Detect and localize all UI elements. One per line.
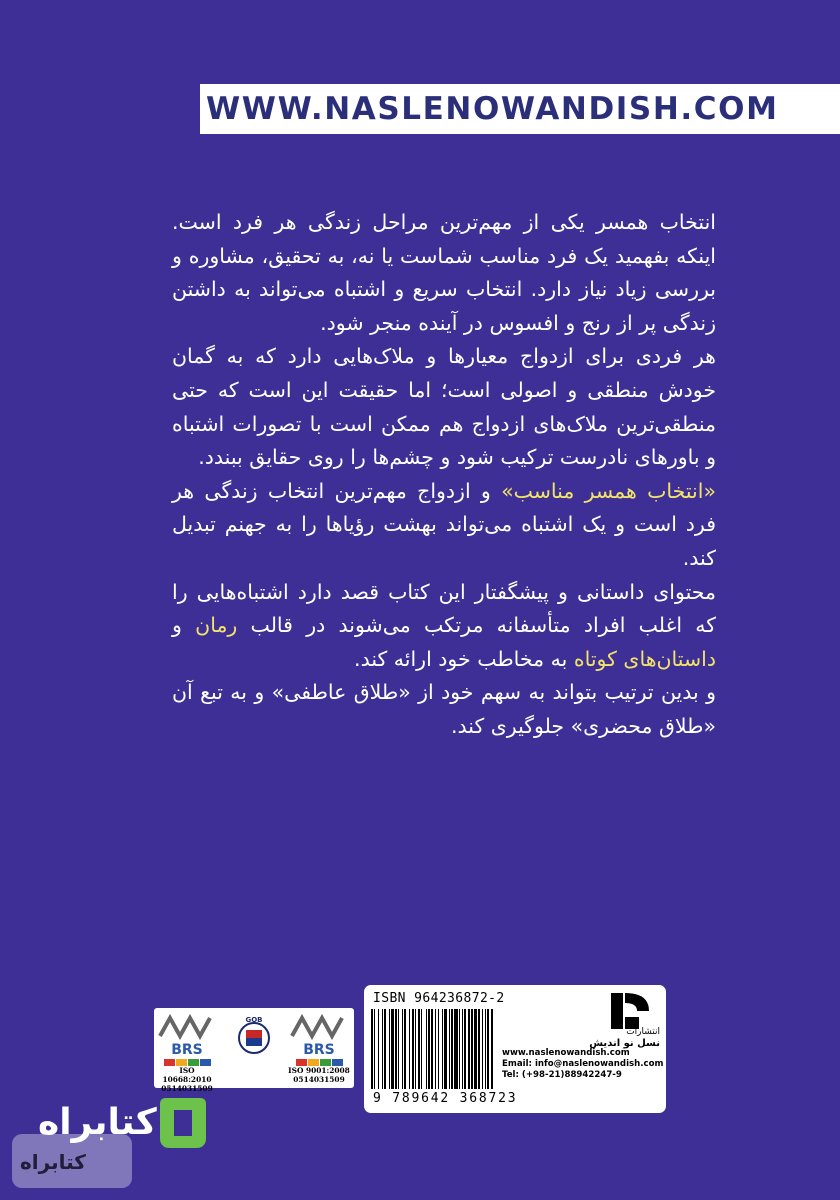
certification-panel (154, 1008, 354, 1093)
iso-right-text (287, 1066, 351, 1084)
isbn-text: ISBN 964236872-2 (373, 991, 505, 1006)
iso-right-number: 0514031509 (293, 1075, 345, 1084)
highlight-novel: رمان (195, 613, 238, 638)
barcode-number: 9 789642 368723 (373, 1091, 518, 1106)
blurb-paragraph-2: هر فردی برای ازدواج معیارها و ملاک‌هایی دارد که به گمان خودش منطقی و اصولی است؛ اما حقیقت این است که حتی منطقی‌ترین ملاک‌های ازدواج هم ممکن است با تصورات اشتباه و باورهای نادرست ترکیب شود و چشم‌ها را روی حقایق ببندد. (172, 344, 716, 470)
publisher-contacts (502, 1048, 662, 1081)
blurb-paragraph-1: انتخاب همسر یکی از مهم‌ترین مراحل زندگی هر فرد است. اینکه بفهمید یک فرد مناسب شماست یا نه، به تحقیق، مشاوره و بررسی زیاد نیاز دارد. انتخاب سریع و اشتباه می‌تواند به داشتن زندگی پر از رنج و افسوس در آینده منجر شود. (172, 210, 716, 335)
gob-seal-icon (234, 1014, 274, 1058)
publisher-label-word: انتشارات (626, 1027, 660, 1037)
barcode-bar (493, 1009, 496, 1089)
blurb-paragraph-3 (172, 475, 716, 576)
blurb-paragraph-3-rest: و ازدواج مهم‌ترین انتخاب زندگی هر فرد است و یک اشتباه می‌تواند بهشت رؤیاها را به جهنم تبدیل کند. (172, 478, 716, 570)
publisher-email: Email: info@naslenowandish.com (502, 1059, 664, 1069)
brs-logo-right-icon (290, 1012, 348, 1072)
brs-right-label: BRS (303, 1042, 335, 1058)
website-banner (200, 84, 840, 134)
blurb-paragraph-4 (172, 576, 716, 677)
ketabrah-logo-icon (156, 1092, 210, 1152)
blurb-paragraph-4-b: و (172, 613, 196, 638)
publisher-logo-icon (609, 991, 653, 1031)
brs-left-label: BRS (171, 1042, 203, 1058)
brs-logo-icon (158, 1012, 216, 1072)
publisher-website: www.naslenowandish.com (502, 1048, 630, 1058)
iso-right-standard: ISO 9001:2008 (288, 1066, 350, 1075)
watermark-text-large: کتابراه (38, 1102, 157, 1143)
ketabrah-watermark (12, 1086, 212, 1190)
publisher-name: نسل نو اندیش (589, 1038, 660, 1049)
blurb-paragraph-4-c: به مخاطب خود ارائه کند. (354, 646, 574, 671)
back-cover-blurb (172, 206, 716, 744)
gob-label: GOB (245, 1016, 263, 1024)
website-url: WWW.NASLENOWANDISH.COM (206, 91, 779, 127)
publisher-tel: Tel: (+98-21)88942247-9 (502, 1070, 622, 1080)
iso-left-number: 0514031509 (161, 1084, 213, 1093)
blurb-paragraph-5: و بدین ترتیب بتواند به سهم خود از «طلاق عاطفی» و به تبع آن «طلاق محضری» جلوگیری کند. (172, 680, 716, 738)
watermark-text-small: کتابراه (20, 1150, 86, 1174)
iso-left-standard: ISO 10668:2010 (162, 1066, 212, 1084)
blurb-paragraph-4-a: محتوای داستانی و پیشگفتار این کتاب قصد دارد اشتباه‌هایی را که اغلب افراد متأسفانه مرتکب می‌شوند در قالب (172, 579, 716, 638)
highlight-title: «انتخاب همسر مناسب» (501, 478, 716, 503)
barcode-panel (364, 985, 666, 1113)
highlight-short-stories: داستان‌های کوتاه (573, 646, 716, 671)
publisher-label (574, 1027, 660, 1049)
